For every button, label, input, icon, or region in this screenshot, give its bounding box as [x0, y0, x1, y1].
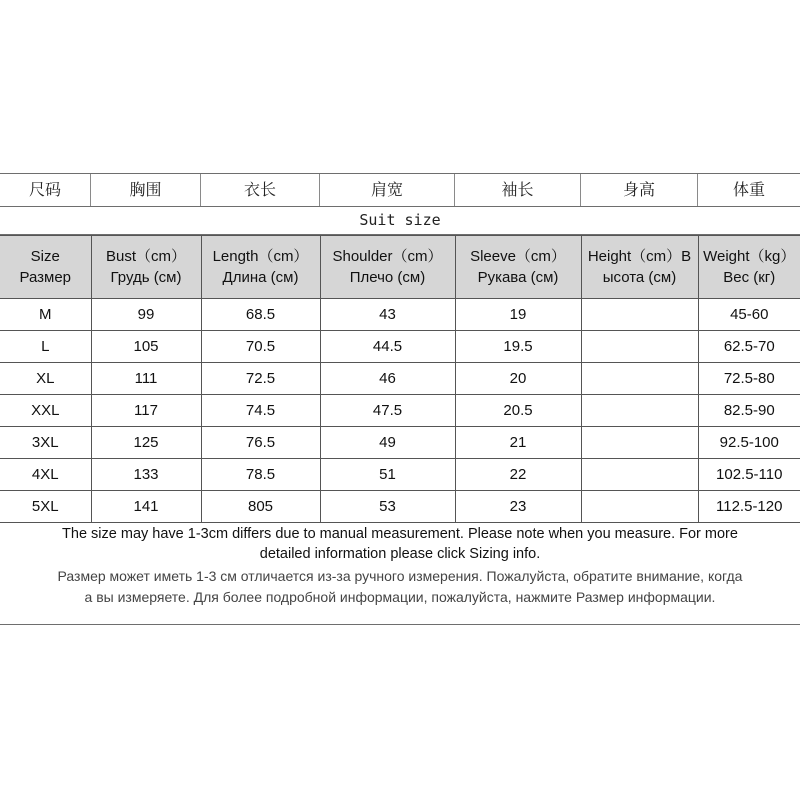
cell-shoulder: 53 [320, 491, 455, 523]
cell-shoulder: 47.5 [320, 395, 455, 427]
size-table [0, 235, 800, 523]
table-row [0, 395, 800, 427]
note-russian [0, 566, 800, 608]
cell-bust: 133 [91, 459, 201, 491]
cell-shoulder: 51 [320, 459, 455, 491]
cell-sleeve: 19 [455, 299, 581, 331]
cell-weight: 92.5-100 [698, 427, 800, 459]
table-row [0, 459, 800, 491]
cell-size: XXL [0, 395, 91, 427]
cell-shoulder: 44.5 [320, 331, 455, 363]
cell-sleeve: 22 [455, 459, 581, 491]
table-row [0, 491, 800, 523]
cell-length: 70.5 [201, 331, 320, 363]
header-weight: Weight（kg） Вес (кг) [698, 236, 800, 299]
cell-height [581, 331, 698, 363]
cell-weight: 112.5-120 [698, 491, 800, 523]
cell-length: 74.5 [201, 395, 320, 427]
measurement-note [0, 524, 800, 608]
cell-shoulder: 46 [320, 363, 455, 395]
zh-header-size: 尺码 [28, 180, 61, 199]
header-shoulder: Shoulder（cm） Плечо (см) [320, 236, 455, 299]
cell-height [581, 459, 698, 491]
table-row [0, 427, 800, 459]
header-size: Size Размер [0, 236, 91, 299]
zh-header-bust: 胸围 [129, 180, 162, 199]
cell-size: M [0, 299, 91, 331]
table-row [0, 331, 800, 363]
cell-bust: 99 [91, 299, 201, 331]
cell-length: 68.5 [201, 299, 320, 331]
cell-shoulder: 49 [320, 427, 455, 459]
chinese-header-row [0, 173, 800, 207]
table-row [0, 363, 800, 395]
header-height: Height（cm）В ысота (см) [581, 236, 698, 299]
note-russian-line: Размер может иметь 1-3 см отличается из-за ручного измерения. Пожалуйста, обратите внимание, когда [57, 568, 743, 584]
header-length: Length（cm） Длина (см) [201, 236, 320, 299]
cell-length: 78.5 [201, 459, 320, 491]
cell-bust: 141 [91, 491, 201, 523]
cell-size: 5XL [0, 491, 91, 523]
cell-size: 4XL [0, 459, 91, 491]
cell-weight: 72.5-80 [698, 363, 800, 395]
zh-header-length: 衣长 [243, 180, 276, 199]
table-caption: Suit size [0, 206, 800, 235]
cell-bust: 125 [91, 427, 201, 459]
header-bust: Bust（cm） Грудь (см) [91, 236, 201, 299]
cell-weight: 102.5-110 [698, 459, 800, 491]
cell-sleeve: 20 [455, 363, 581, 395]
zh-header-shoulder: 肩宽 [370, 180, 403, 199]
cell-height [581, 299, 698, 331]
zh-header-height: 身高 [622, 180, 655, 199]
note-english-line: The size may have 1-3cm differs due to manual measurement. Please note when you measure. For more [62, 526, 738, 542]
cell-sleeve: 19.5 [455, 331, 581, 363]
cell-shoulder: 43 [320, 299, 455, 331]
cell-weight: 45-60 [698, 299, 800, 331]
cell-sleeve: 21 [455, 427, 581, 459]
cell-bust: 117 [91, 395, 201, 427]
cell-size: L [0, 331, 91, 363]
cell-length: 76.5 [201, 427, 320, 459]
note-english-line: detailed information please click Sizing info. [259, 546, 541, 562]
cell-height [581, 395, 698, 427]
cell-height [581, 427, 698, 459]
table-header-row [0, 236, 800, 299]
cell-sleeve: 20.5 [455, 395, 581, 427]
header-sleeve: Sleeve（cm） Рукава (см) [455, 236, 581, 299]
cell-bust: 105 [91, 331, 201, 363]
note-english [0, 524, 800, 564]
cell-height [581, 363, 698, 395]
zh-header-sleeve: 袖长 [501, 180, 534, 199]
cell-size: 3XL [0, 427, 91, 459]
cell-length: 805 [201, 491, 320, 523]
note-russian-line: а вы измеряете. Для более подробной информации, пожалуйста, нажмите Размер информации. [84, 589, 716, 605]
table-row [0, 299, 800, 331]
cell-size: XL [0, 363, 91, 395]
cell-height [581, 491, 698, 523]
cell-weight: 62.5-70 [698, 331, 800, 363]
cell-length: 72.5 [201, 363, 320, 395]
cell-sleeve: 23 [455, 491, 581, 523]
divider [0, 624, 800, 625]
cell-weight: 82.5-90 [698, 395, 800, 427]
cell-bust: 111 [91, 363, 201, 395]
zh-header-weight: 体重 [732, 180, 765, 199]
